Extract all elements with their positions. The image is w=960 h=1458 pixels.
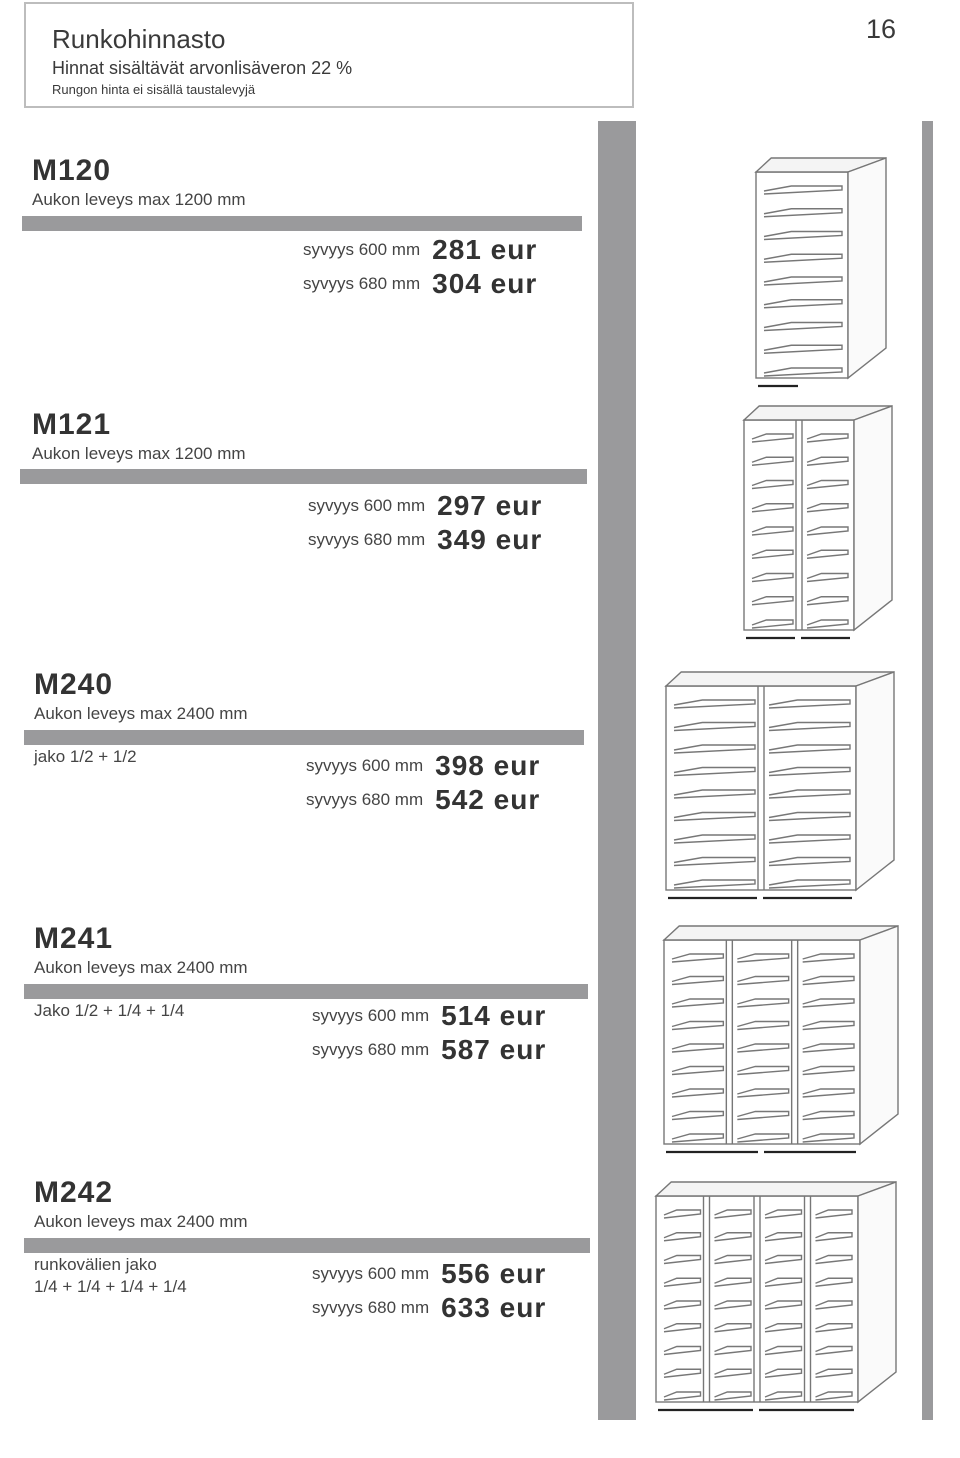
shelf-board: [765, 1347, 802, 1355]
shelf-board: [765, 1210, 802, 1218]
depth-label: syvyys 600 mm: [308, 496, 426, 515]
shelf-board: [816, 1301, 853, 1309]
model-code-m120: M120: [32, 154, 112, 187]
price-value: 633 eur: [441, 1292, 547, 1323]
shelf-board: [816, 1369, 853, 1377]
shelf-board: [664, 1369, 701, 1377]
shelf-board: [765, 1369, 802, 1377]
depth-label: syvyys 680 mm: [312, 1298, 430, 1317]
shelf-board: [664, 1301, 701, 1309]
page-title: Runkohinnasto: [52, 24, 226, 54]
price-value: 304 eur: [432, 268, 538, 299]
shelf-board: [816, 1278, 853, 1286]
depth-label: syvyys 600 mm: [303, 240, 421, 259]
shelf-board: [664, 1256, 701, 1264]
shelf-cabinet: [656, 1182, 896, 1410]
shelf-board: [816, 1347, 853, 1355]
shelf-board: [664, 1324, 701, 1332]
shelf-board: [664, 1233, 701, 1241]
depth-label: syvyys 600 mm: [312, 1264, 430, 1283]
shelf-board: [715, 1369, 752, 1377]
model-width-m121: Aukon leveys max 1200 mm: [32, 444, 246, 463]
price-value: 349 eur: [437, 524, 543, 555]
shelf-board: [715, 1278, 752, 1286]
shelf-board: [765, 1392, 802, 1400]
model-width-m242: Aukon leveys max 2400 mm: [34, 1212, 248, 1231]
cabinet-front: [656, 1196, 858, 1402]
price-value: 281 eur: [432, 234, 538, 265]
shelf-board: [765, 1233, 802, 1241]
shelf-board: [715, 1233, 752, 1241]
shelf-board: [816, 1210, 853, 1218]
price-value: 542 eur: [435, 784, 541, 815]
shelf-board: [664, 1210, 701, 1218]
depth-label: syvyys 680 mm: [312, 1040, 430, 1059]
model-code-m242: M242: [34, 1176, 114, 1209]
price-value: 297 eur: [437, 490, 543, 521]
price-value: 514 eur: [441, 1000, 547, 1031]
cabinet-top: [656, 1182, 896, 1196]
shelf-board: [664, 1347, 701, 1355]
model-code-m240: M240: [34, 668, 114, 701]
price-value: 556 eur: [441, 1258, 547, 1289]
shelf-board: [765, 1256, 802, 1264]
shelf-board: [765, 1278, 802, 1286]
vat-notice: Hinnat sisältävät arvonlisäveron 22 %: [52, 58, 353, 78]
depth-label: syvyys 680 mm: [306, 790, 424, 809]
depth-label: syvyys 680 mm: [308, 530, 426, 549]
shelf-board: [816, 1256, 853, 1264]
model-width-m240: Aukon leveys max 2400 mm: [34, 704, 248, 723]
depth-label: syvyys 680 mm: [303, 274, 421, 293]
depth-label: syvyys 600 mm: [312, 1006, 430, 1025]
shelf-board: [816, 1392, 853, 1400]
shelf-board: [816, 1233, 853, 1241]
depth-label: syvyys 600 mm: [306, 756, 424, 775]
division-m242-line1: runkovälien jako: [34, 1255, 157, 1274]
shelf-board: [715, 1210, 752, 1218]
division-m240: jako 1/2 + 1/2: [34, 747, 137, 766]
shelf-board: [664, 1392, 701, 1400]
cabinet-side: [858, 1182, 896, 1402]
shelf-board: [765, 1301, 802, 1309]
shelf-board: [715, 1301, 752, 1309]
page-number: 16: [866, 14, 897, 44]
model-code-m241: M241: [34, 922, 114, 955]
model-code-m121: M121: [32, 408, 112, 441]
shelf-board: [715, 1324, 752, 1332]
back-panel-note: Rungon hinta ei sisällä taustalevyjä: [52, 82, 256, 97]
shelf-board: [664, 1278, 701, 1286]
price-value: 587 eur: [441, 1034, 547, 1065]
model-width-m120: Aukon leveys max 1200 mm: [32, 190, 246, 209]
division-m241: Jako 1/2 + 1/4 + 1/4: [34, 1001, 185, 1020]
price-value: 398 eur: [435, 750, 541, 781]
shelf-board: [715, 1256, 752, 1264]
division-m242-line2: 1/4 + 1/4 + 1/4 + 1/4: [34, 1277, 187, 1296]
model-width-m241: Aukon leveys max 2400 mm: [34, 958, 248, 977]
shelf-board: [816, 1324, 853, 1332]
shelf-board: [715, 1347, 752, 1355]
shelf-board: [765, 1324, 802, 1332]
shelf-board: [715, 1392, 752, 1400]
